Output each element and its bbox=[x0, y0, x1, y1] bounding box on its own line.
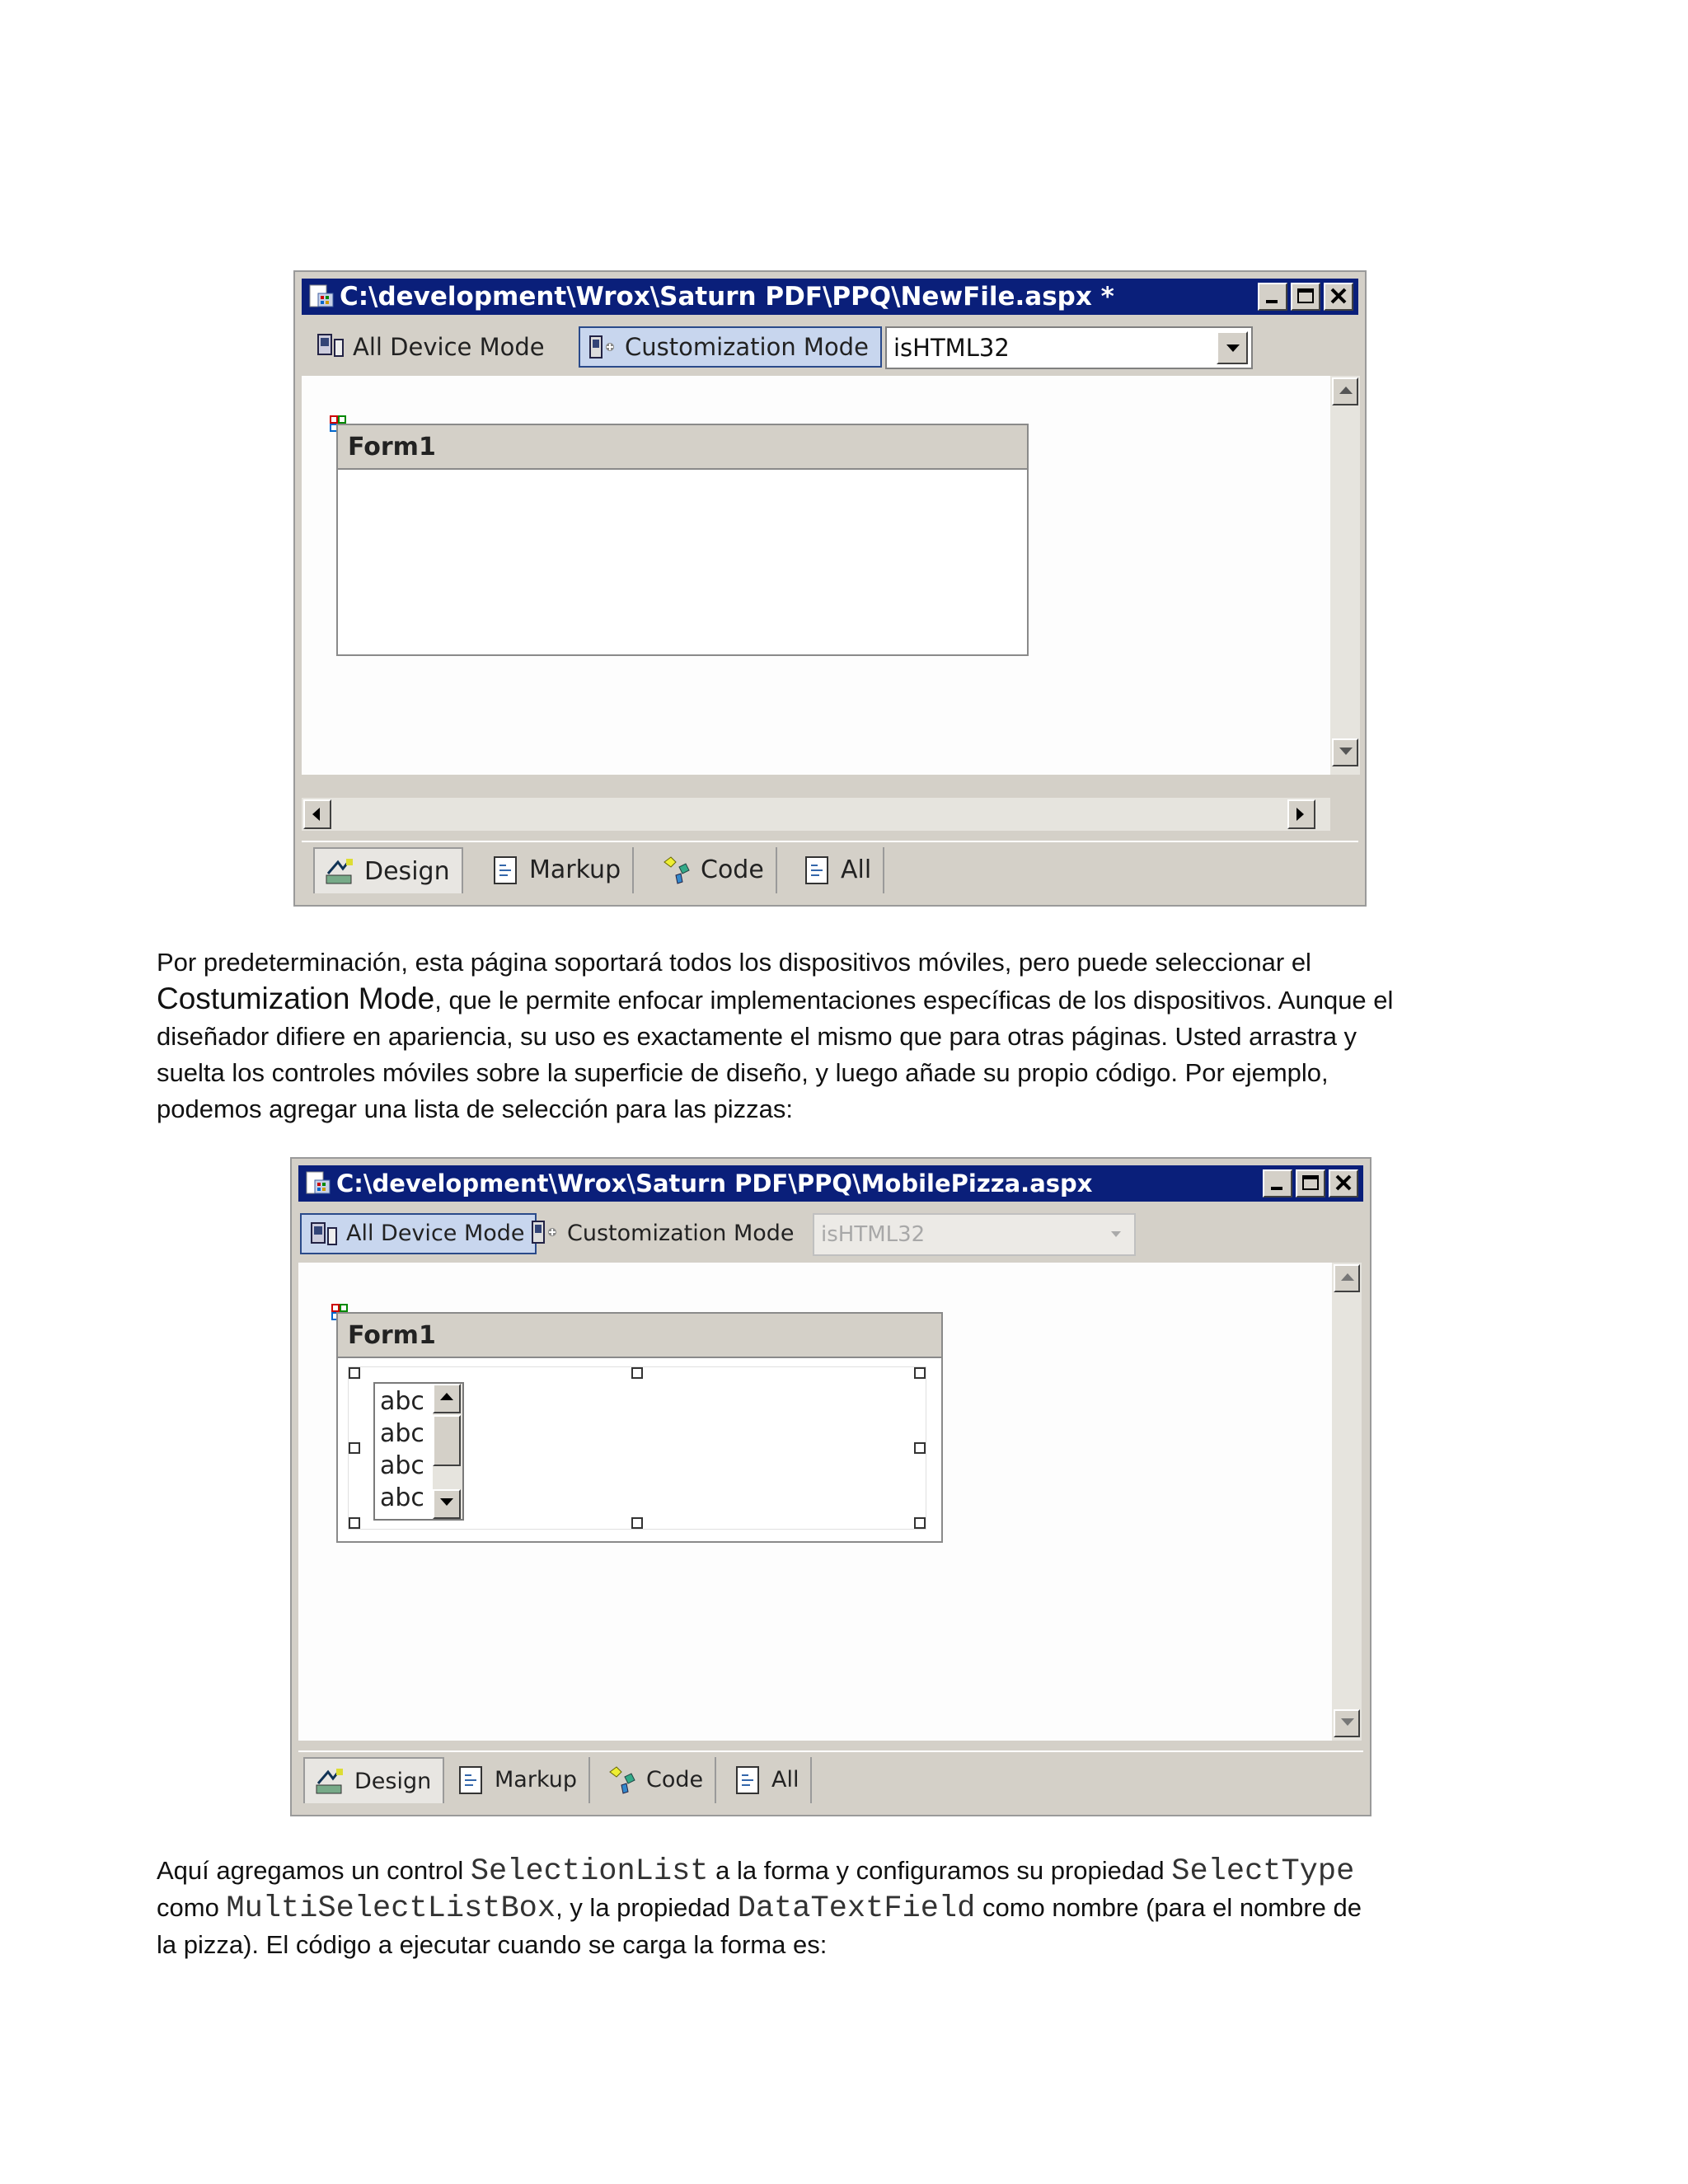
tab-all-label: All bbox=[771, 1767, 799, 1793]
tab-code[interactable] bbox=[651, 847, 777, 893]
paragraph-text: Aquí agregamos un control bbox=[157, 1856, 471, 1885]
aspx-file-icon bbox=[305, 1170, 331, 1197]
window-title: C:\development\Wrox\Saturn PDF\PPQ\MobilePizza.aspx bbox=[336, 1169, 1093, 1197]
resize-handle[interactable] bbox=[631, 1367, 643, 1379]
arrow-left-icon bbox=[312, 808, 321, 821]
paragraph-text: , y la propiedad bbox=[556, 1893, 738, 1922]
resize-handle[interactable] bbox=[631, 1517, 643, 1529]
tab-design[interactable] bbox=[303, 1757, 444, 1803]
customization-mode-button[interactable] bbox=[579, 326, 882, 368]
paragraph-line: podemos agregar una lista de selección para las pizzas: bbox=[157, 1094, 794, 1123]
paragraph-text: a la forma y configuramos su propiedad bbox=[708, 1856, 1172, 1885]
costumization-mode-term: Costumization Mode bbox=[157, 982, 435, 1015]
tab-markup[interactable] bbox=[445, 1757, 590, 1803]
code-icon bbox=[661, 855, 692, 885]
resize-handle[interactable] bbox=[914, 1442, 926, 1454]
device-filter-value: isHTML32 bbox=[821, 1222, 926, 1247]
design-surface[interactable] bbox=[298, 1263, 1332, 1741]
arrow-down-icon bbox=[1339, 748, 1353, 756]
mobile-form[interactable] bbox=[336, 424, 1029, 656]
arrow-right-icon bbox=[1296, 808, 1305, 821]
minimize-icon bbox=[1268, 1174, 1287, 1193]
aspx-file-icon bbox=[308, 284, 335, 310]
maximize-button[interactable] bbox=[1296, 1169, 1325, 1197]
all-view-icon bbox=[732, 1765, 763, 1795]
arrow-up-icon bbox=[1339, 387, 1353, 395]
form-title: Form1 bbox=[338, 425, 1027, 470]
maximize-icon bbox=[1301, 1174, 1320, 1193]
all-view-icon bbox=[801, 855, 832, 885]
chevron-down-icon bbox=[1226, 344, 1240, 353]
tab-code-label: Code bbox=[646, 1767, 704, 1793]
mobile-form[interactable] bbox=[336, 1312, 943, 1543]
paragraph-intro bbox=[157, 944, 1558, 1127]
all-device-mode-label: All Device Mode bbox=[353, 333, 545, 361]
vertical-scrollbar[interactable] bbox=[1330, 376, 1360, 775]
tab-all-label: All bbox=[841, 855, 872, 884]
tab-design-label: Design bbox=[364, 857, 450, 886]
paragraph-line: la pizza). El código a ejecutar cuando se carga la forma es: bbox=[157, 1930, 828, 1959]
paragraph-line bbox=[157, 1853, 1558, 1890]
customization-mode-button[interactable] bbox=[523, 1213, 806, 1254]
minimize-icon bbox=[1263, 288, 1282, 306]
customization-mode-icon bbox=[588, 335, 618, 361]
resize-handle[interactable] bbox=[349, 1442, 360, 1454]
listbox-scrollbar[interactable] bbox=[433, 1384, 462, 1519]
tab-markup[interactable] bbox=[480, 847, 634, 893]
scroll-left-button[interactable] bbox=[303, 799, 331, 829]
scroll-thumb[interactable] bbox=[433, 1415, 461, 1466]
selection-list-control[interactable] bbox=[348, 1366, 926, 1530]
dropdown-button[interactable] bbox=[1100, 1218, 1131, 1251]
title-bar[interactable] bbox=[302, 279, 1358, 315]
code-selectionlist: SelectionList bbox=[470, 1854, 709, 1889]
all-device-mode-button[interactable] bbox=[308, 326, 556, 368]
code-datatextfield: DataTextField bbox=[737, 1891, 976, 1926]
paragraph-line: suelta los controles móviles sobre la superficie de diseño, y luego añade su propio código. Por ejemplo, bbox=[157, 1058, 1329, 1087]
markup-icon bbox=[490, 855, 521, 885]
designer-window-mobilepizza bbox=[290, 1157, 1372, 1816]
design-icon bbox=[325, 857, 356, 887]
arrow-up-icon bbox=[1341, 1273, 1354, 1282]
customization-mode-icon bbox=[531, 1220, 560, 1246]
resize-handle[interactable] bbox=[349, 1367, 360, 1379]
tab-all[interactable] bbox=[722, 1757, 812, 1803]
mode-toolbar bbox=[298, 1203, 1363, 1263]
all-device-mode-icon bbox=[316, 333, 346, 359]
resize-handle[interactable] bbox=[349, 1517, 360, 1529]
tab-code-label: Code bbox=[701, 855, 764, 884]
paragraph-line bbox=[157, 981, 1558, 1019]
paragraph-text: como nombre (para el nombre de bbox=[975, 1893, 1362, 1922]
scroll-up-button[interactable] bbox=[433, 1384, 461, 1413]
tab-markup-label: Markup bbox=[495, 1767, 577, 1793]
close-icon bbox=[1329, 288, 1348, 306]
window-title: C:\development\Wrox\Saturn PDF\PPQ\NewFile.aspx * bbox=[340, 282, 1114, 312]
list-item[interactable]: abc bbox=[380, 1419, 424, 1448]
mode-toolbar bbox=[302, 316, 1358, 376]
code-selecttype: SelectType bbox=[1171, 1854, 1355, 1889]
arrow-up-icon bbox=[440, 1393, 453, 1401]
resize-handle[interactable] bbox=[914, 1517, 926, 1529]
list-item[interactable]: abc bbox=[380, 1451, 424, 1480]
device-filter-value: isHTML32 bbox=[893, 334, 1010, 362]
scroll-down-button[interactable] bbox=[433, 1489, 461, 1519]
dropdown-button[interactable] bbox=[1217, 331, 1248, 364]
maximize-icon bbox=[1296, 288, 1315, 306]
design-surface[interactable] bbox=[302, 376, 1330, 775]
chevron-down-icon bbox=[1109, 1231, 1123, 1240]
title-bar[interactable] bbox=[298, 1165, 1363, 1202]
arrow-down-icon bbox=[440, 1498, 453, 1507]
customization-mode-label: Customization Mode bbox=[567, 1221, 795, 1246]
paragraph-text: como bbox=[157, 1893, 227, 1922]
paragraph-selectionlist bbox=[157, 1853, 1558, 1963]
arrow-down-icon bbox=[1341, 1718, 1354, 1727]
scroll-up-button[interactable] bbox=[1334, 1264, 1360, 1292]
resize-handle[interactable] bbox=[914, 1367, 926, 1379]
all-device-mode-button[interactable] bbox=[300, 1213, 537, 1254]
tab-code[interactable] bbox=[597, 1757, 716, 1803]
tab-design-label: Design bbox=[354, 1769, 432, 1794]
paragraph-text: , que le permite enfocar implementaciones específicas de los dispositivos. Aunque el bbox=[434, 986, 1394, 1015]
maximize-button[interactable] bbox=[1291, 283, 1320, 311]
customization-mode-label: Customization Mode bbox=[625, 333, 869, 361]
close-button[interactable] bbox=[1329, 1169, 1358, 1197]
tab-all[interactable] bbox=[791, 847, 884, 893]
close-button[interactable] bbox=[1324, 283, 1353, 311]
code-multiselectlistbox: MultiSelectListBox bbox=[226, 1891, 556, 1926]
tab-design[interactable] bbox=[313, 847, 463, 893]
view-tabs bbox=[298, 1750, 1363, 1807]
horizontal-scrollbar[interactable] bbox=[302, 798, 1330, 831]
scroll-right-button[interactable] bbox=[1287, 799, 1315, 829]
close-icon bbox=[1334, 1174, 1353, 1193]
list-item[interactable]: abc bbox=[380, 1387, 424, 1416]
minimize-button[interactable] bbox=[1263, 1169, 1292, 1197]
all-device-mode-icon bbox=[310, 1221, 340, 1248]
scroll-down-button[interactable] bbox=[1332, 738, 1358, 766]
markup-icon bbox=[455, 1765, 486, 1795]
list-item[interactable]: abc bbox=[380, 1483, 424, 1512]
designer-window-newfile bbox=[293, 270, 1367, 907]
paragraph-line: diseñador difiere en apariencia, su uso es exactamente el mismo que para otras páginas. Usted arrastra y bbox=[157, 1022, 1357, 1051]
view-tabs bbox=[302, 841, 1358, 898]
design-icon bbox=[315, 1767, 346, 1797]
paragraph-line bbox=[157, 1890, 1558, 1927]
paragraph-line: Por predeterminación, esta página soportará todos los dispositivos móviles, pero puede seleccionar el bbox=[157, 948, 1311, 977]
scroll-down-button[interactable] bbox=[1334, 1709, 1360, 1737]
form-title: Form1 bbox=[338, 1314, 941, 1358]
vertical-scrollbar[interactable] bbox=[1332, 1263, 1362, 1741]
scroll-up-button[interactable] bbox=[1332, 377, 1358, 405]
device-filter-select[interactable] bbox=[813, 1213, 1136, 1256]
all-device-mode-label: All Device Mode bbox=[346, 1221, 525, 1246]
code-icon bbox=[607, 1765, 638, 1795]
device-filter-select[interactable] bbox=[885, 326, 1253, 369]
minimize-button[interactable] bbox=[1258, 283, 1287, 311]
multi-select-listbox[interactable] bbox=[373, 1382, 464, 1521]
tab-markup-label: Markup bbox=[529, 855, 621, 884]
